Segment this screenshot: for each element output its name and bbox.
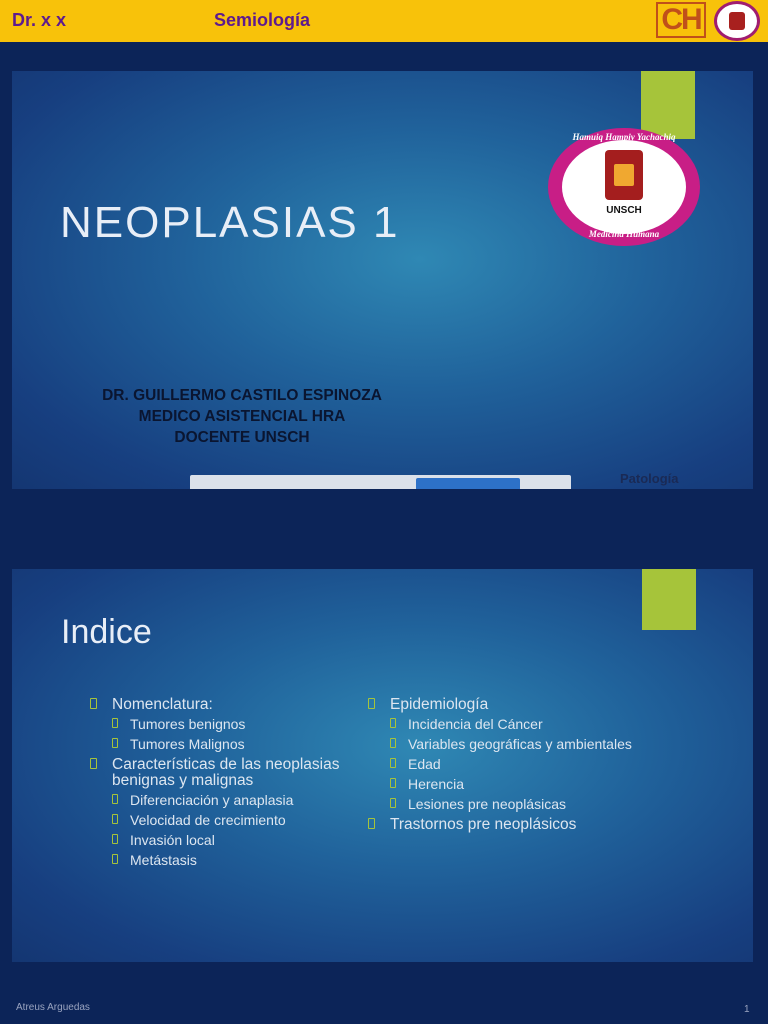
index-list-item: [90, 757, 360, 789]
index-list-item: [390, 737, 658, 752]
index-item-text: Metástasis: [130, 852, 197, 868]
seal-department: Medicina Humana: [588, 229, 660, 239]
bullet-icon: [112, 814, 118, 824]
index-list-item: [368, 817, 658, 833]
bullet-icon: [112, 738, 118, 748]
bullet-icon: [90, 758, 97, 769]
index-item-text: Herencia: [408, 776, 465, 792]
corner-label: Patología: [620, 471, 679, 486]
index-item-text: Incidencia del Cáncer: [408, 716, 543, 732]
index-item-text: Velocidad de crecimiento: [130, 812, 286, 828]
index-item-text: Características de las neoplasias benignas y malignas: [112, 756, 340, 789]
presenter-block: [12, 385, 472, 448]
slide-index: [12, 569, 753, 962]
index-list-item: [90, 697, 360, 713]
index-list-item: [368, 697, 658, 713]
index-list-item: [112, 833, 360, 848]
index-item-text: Variables geográficas y ambientales: [408, 736, 632, 752]
bullet-icon: [112, 834, 118, 844]
index-list-item: [390, 797, 658, 812]
seal-name: UNSCH: [606, 205, 642, 216]
author-name: Dr. x x: [12, 10, 67, 30]
ch-logo: CH: [656, 2, 706, 38]
page-number: 1: [744, 1004, 750, 1015]
index-title: Indice: [61, 613, 152, 651]
footer-name: Atreus Arguedas: [16, 1002, 90, 1013]
seal-motto: Hamuiq Hampiy Yachachiq: [572, 132, 676, 142]
presenter-line: MEDICO ASISTENCIAL HRA: [138, 408, 346, 425]
index-item-text: Diferenciación y anaplasia: [130, 792, 294, 808]
bullet-icon: [390, 718, 396, 728]
index-item-text: Tumores Malignos: [130, 736, 245, 752]
green-accent-tab: [642, 569, 696, 630]
slide-title: [12, 71, 753, 489]
index-item-text: Edad: [408, 756, 441, 772]
slide-title-text: NEOPLASIAS 1: [60, 198, 400, 247]
index-item-text: Invasión local: [130, 832, 215, 848]
index-list-item: [390, 777, 658, 792]
index-list-item: [112, 793, 360, 808]
bullet-icon: [112, 718, 118, 728]
index-left-column: [90, 697, 360, 873]
bullet-icon: [368, 698, 375, 709]
university-seal-icon: [548, 128, 700, 246]
bullet-icon: [390, 738, 396, 748]
index-list-item: [112, 853, 360, 868]
index-item-text: Lesiones pre neoplásicas: [408, 796, 566, 812]
bullet-icon: [390, 778, 396, 788]
seal-emblem-icon: [605, 150, 643, 200]
video-overlay-bar: [190, 475, 571, 489]
bullet-icon: [112, 854, 118, 864]
index-list-item: [112, 717, 360, 732]
bullet-icon: [112, 794, 118, 804]
subject-title: Semiología: [214, 10, 311, 30]
index-item-text: Trastornos pre neoplásicos: [390, 816, 577, 833]
header-bar: [0, 0, 768, 42]
index-item-text: Nomenclatura:: [112, 696, 213, 713]
green-accent-tab: [641, 71, 695, 139]
bullet-icon: [390, 758, 396, 768]
index-list-item: [390, 717, 658, 732]
bullet-icon: [90, 698, 97, 709]
index-list-item: [112, 813, 360, 828]
presenter-line: DR. GUILLERMO CASTILO ESPINOZA: [102, 387, 382, 404]
index-right-column: [368, 697, 658, 837]
university-seal-small-icon: [714, 1, 760, 41]
index-list-item: [112, 737, 360, 752]
bullet-icon: [368, 818, 375, 829]
index-item-text: Tumores benignos: [130, 716, 246, 732]
overlay-button[interactable]: [416, 478, 520, 489]
index-list-item: [390, 757, 658, 772]
bullet-icon: [390, 798, 396, 808]
presenter-line: DOCENTE UNSCH: [174, 429, 310, 446]
index-item-text: Epidemiología: [390, 696, 489, 713]
